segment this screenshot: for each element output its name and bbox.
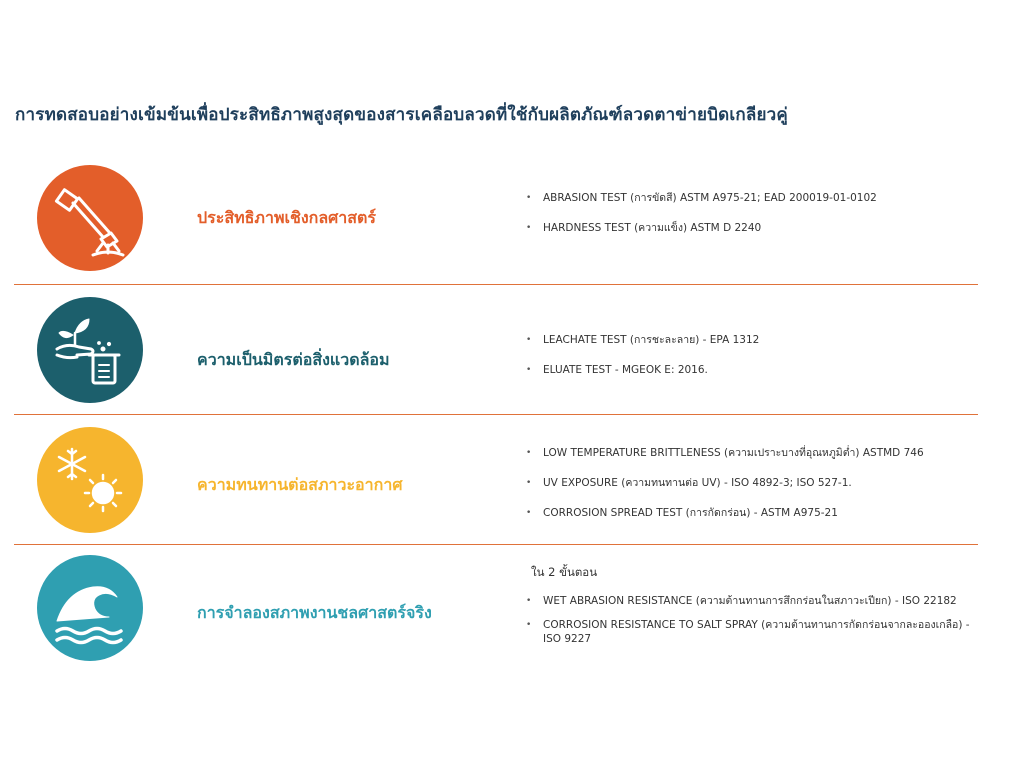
- list-item: • CORROSION RESISTANCE TO SALT SPRAY (ความต้านทานการกัดกร่อนจากละอองเกลือ) - ISO 9227: [523, 618, 983, 646]
- page-title: การทดสอบอย่างเข้มข้นเพื่อประสิทธิภาพสูงสุดของสารเคลือบลวดที่ใช้กับผลิตภัณฑ์ลวดตาข่ายบิดเกลียวคู่: [15, 105, 788, 125]
- hammer-icon: [37, 165, 143, 271]
- test-list-hydraulic: [523, 564, 983, 662]
- test-list-environmental: [523, 333, 759, 393]
- plant-beaker-icon: [37, 297, 143, 403]
- list-item: • HARDNESS TEST (ความแข็ง) ASTM D 2240: [523, 221, 877, 235]
- section-divider: [14, 414, 978, 415]
- section-divider: [14, 544, 978, 545]
- list-item: • LEACHATE TEST (การชะละลาย) - EPA 1312: [523, 333, 759, 347]
- list-item: • LOW TEMPERATURE BRITTLENESS (ความเปราะบางที่อุณหภูมิต่ำ) ASTMD 746: [523, 446, 924, 460]
- list-item: • UV EXPOSURE (ความทนทานต่อ UV) - ISO 4892-3; ISO 527-1.: [523, 476, 924, 490]
- wave-icon: [37, 555, 143, 661]
- snow-sun-icon: [37, 427, 143, 533]
- list-item: • ELUATE TEST - MGEOK E: 2016.: [523, 363, 759, 377]
- test-list-weather: [523, 446, 924, 536]
- list-item: • CORROSION SPREAD TEST (การกัดกร่อน) - ASTM A975-21: [523, 506, 924, 520]
- section-divider: [14, 284, 978, 285]
- category-label-environmental: ความเป็นมิตรต่อสิ่งแวดล้อม: [197, 350, 390, 369]
- category-label-weather: ความทนทานต่อสภาวะอากาศ: [197, 475, 403, 494]
- test-list-mechanical: [523, 191, 877, 251]
- list-item: • ABRASION TEST (การขัดสี) ASTM A975-21; EAD 200019-01-0102: [523, 191, 877, 205]
- category-label-hydraulic: การจำลองสภาพงานชลศาสตร์จริง: [197, 603, 432, 622]
- subheading: ใน 2 ขั้นตอน: [531, 565, 598, 579]
- category-label-mechanical: ประสิทธิภาพเชิงกลศาสตร์: [197, 208, 377, 227]
- list-item: • WET ABRASION RESISTANCE (ความต้านทานการสึกกร่อนในสภาวะเปียก) - ISO 22182: [523, 594, 983, 608]
